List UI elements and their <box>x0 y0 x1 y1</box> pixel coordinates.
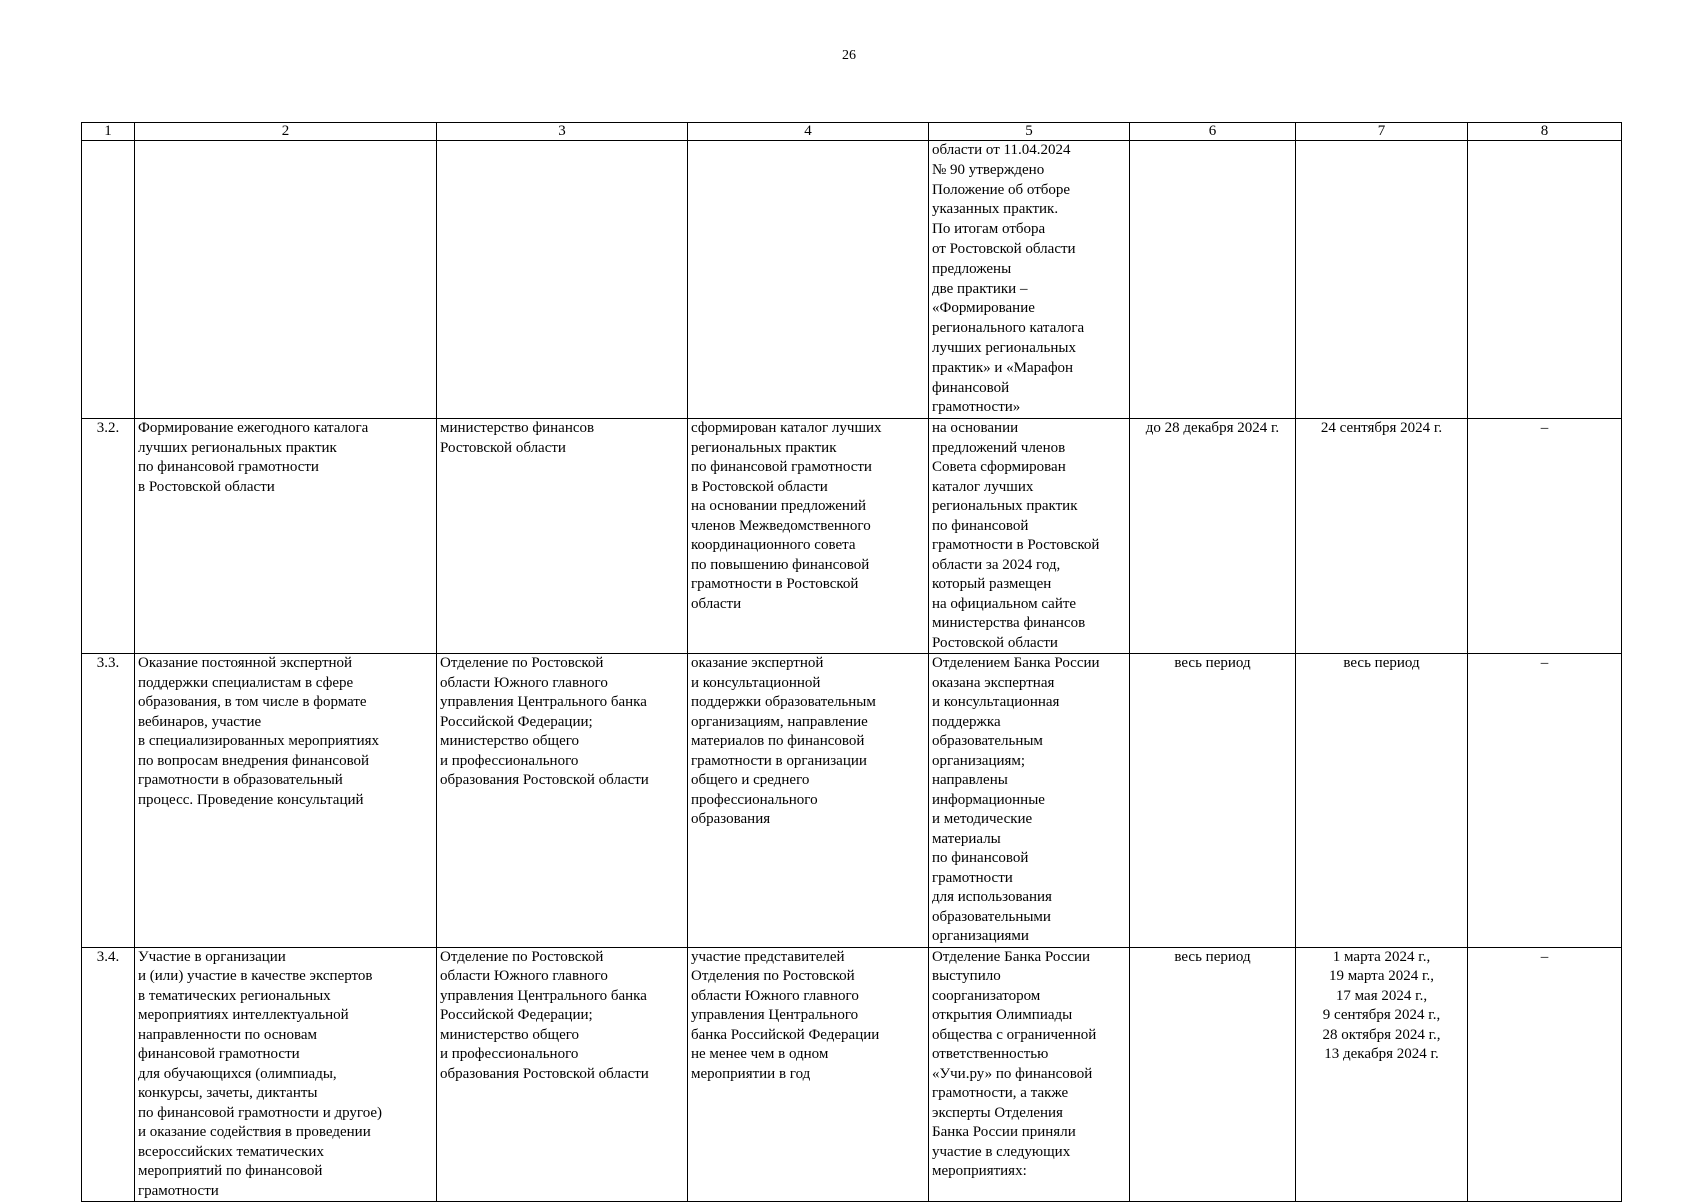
cell-text-line: области за 2024 год, <box>932 556 1061 573</box>
cell-text-line: не менее чем в одном <box>691 1046 829 1063</box>
cell-text-line: области Южного главного <box>691 987 859 1004</box>
cell-text-line: оказание экспертной <box>691 655 824 672</box>
cell-text-line: № 90 утверждено <box>932 161 1045 178</box>
cell-text-line: 24 сентября 2024 г. <box>1320 420 1443 437</box>
cell-text-line: области <box>691 595 742 612</box>
actual-result-cell <box>929 419 1130 654</box>
table-row <box>82 419 1622 654</box>
actual-date-cell <box>1296 654 1468 948</box>
cell-text-line: участие представителей <box>691 948 845 965</box>
responsible-cell <box>437 141 688 419</box>
cell-text-line: финансовой грамотности <box>138 1046 300 1063</box>
note-cell: – <box>1468 654 1622 948</box>
cell-text-line: организациям; <box>932 752 1026 769</box>
cell-text-line: процесс. Проведение консультаций <box>138 791 364 808</box>
cell-text-line: министерство общего <box>440 1026 580 1043</box>
column-header: 1 <box>82 123 135 141</box>
cell-text-line: на официальном сайте <box>932 595 1077 612</box>
cell-text-line: Отделение Банка России <box>932 948 1091 965</box>
cell-text-line: и методические <box>932 811 1033 828</box>
cell-text-line: вебинаров, участие <box>138 713 262 730</box>
cell-text-line: образовательными <box>932 908 1051 925</box>
cell-text-line: координационного совета <box>691 537 856 554</box>
column-header: 4 <box>688 123 929 141</box>
cell-text-line: грамотности, а также <box>932 1085 1069 1102</box>
cell-text-line: направленности по основам <box>138 1026 317 1043</box>
cell-text-line: грамотности в Ростовской <box>932 537 1100 554</box>
cell-text-line: весь период <box>1343 655 1420 672</box>
table-row <box>82 654 1622 948</box>
cell-text-line: на основании <box>932 420 1019 437</box>
cell-text-line: предложены <box>932 260 1012 277</box>
cell-text-line: образования, в том числе в формате <box>138 694 367 711</box>
cell-text-line: организациям, направление <box>691 713 868 730</box>
cell-text-line: банка Российской Федерации <box>691 1026 880 1043</box>
cell-text-line: министерство финансов <box>440 420 595 437</box>
cell-text-line: эксперты Отделения <box>932 1104 1063 1121</box>
cell-text-line: сформирован каталог лучших <box>691 420 882 437</box>
cell-text-line: образования <box>691 811 771 828</box>
cell-text-line: региональных практик <box>932 498 1078 515</box>
item-number-cell: 3.3. <box>82 654 135 948</box>
cell-text-line: управления Центрального банка <box>440 987 647 1004</box>
expected-result-cell <box>688 141 929 419</box>
actual-result-cell <box>929 141 1130 419</box>
cell-text-line: лучших региональных практик <box>138 439 337 456</box>
cell-text-line: весь период <box>1174 655 1251 672</box>
cell-text-line: соорганизатором <box>932 987 1041 1004</box>
cell-text-line: и консультационной <box>691 674 821 691</box>
cell-text-line: по финансовой <box>932 517 1029 534</box>
responsible-cell <box>437 947 688 1202</box>
responsible-cell <box>437 654 688 948</box>
cell-text-line: регионального каталога <box>932 320 1085 337</box>
cell-text-line: поддержки специалистам в сфере <box>138 674 354 691</box>
cell-text-line: 28 октября 2024 г., <box>1322 1026 1441 1043</box>
cell-text-line: 13 декабря 2024 г. <box>1324 1046 1439 1063</box>
cell-text-line: оказана экспертная <box>932 674 1055 691</box>
note-cell <box>1468 141 1622 419</box>
note-cell: – <box>1468 419 1622 654</box>
cell-text-line: предложений членов <box>932 439 1066 456</box>
cell-text-line: Совета сформирован <box>932 459 1066 476</box>
cell-text-line: грамотности <box>932 869 1013 886</box>
cell-text-line: 17 мая 2024 г., <box>1335 987 1428 1004</box>
cell-text-line: в Ростовской области <box>691 478 828 495</box>
measure-cell <box>135 654 437 948</box>
measure-cell <box>135 419 437 654</box>
column-header: 2 <box>135 123 437 141</box>
cell-text-line: поддержка <box>932 713 1001 730</box>
cell-text-line: мероприятии в год <box>691 1065 811 1082</box>
cell-text-line: грамотности в Ростовской <box>691 576 859 593</box>
cell-text-line: по повышению финансовой <box>691 556 870 573</box>
column-header: 6 <box>1130 123 1296 141</box>
cell-text-line: образовательным <box>932 733 1043 750</box>
cell-text-line: в Ростовской области <box>138 478 275 495</box>
cell-text-line: организациями <box>932 928 1029 945</box>
cell-text-line: мероприятиях интеллектуальной <box>138 1007 349 1024</box>
cell-text-line: финансовой <box>932 379 1010 396</box>
cell-text-line: от Ростовской области <box>932 240 1076 257</box>
cell-text-line: общего и среднего <box>691 772 810 789</box>
cell-text-line: лучших региональных <box>932 339 1076 356</box>
cell-text-line: и профессионального <box>440 752 579 769</box>
cell-text-line: материалов по финансовой <box>691 733 865 750</box>
cell-text-line: области Южного главного <box>440 674 608 691</box>
actual-result-cell <box>929 654 1130 948</box>
cell-text-line: 1 марта 2024 г., <box>1332 948 1431 965</box>
expected-result-cell <box>688 654 929 948</box>
actual-date-cell <box>1296 419 1468 654</box>
cell-text-line: для обучающихся (олимпиады, <box>138 1065 337 1082</box>
cell-text-line: до 28 декабря 2024 г. <box>1145 420 1280 437</box>
planned-date-cell <box>1130 947 1296 1202</box>
cell-text-line: По итогам отбора <box>932 221 1046 238</box>
table-row <box>82 141 1622 419</box>
cell-text-line: мероприятиях: <box>932 1163 1027 1180</box>
cell-text-line: две практики – <box>932 280 1028 297</box>
item-number-cell <box>82 141 135 419</box>
cell-text-line: Отделение по Ростовской <box>440 948 604 965</box>
item-number-cell: 3.4. <box>82 947 135 1202</box>
table-row <box>82 947 1622 1202</box>
cell-text-line: 9 сентября 2024 г., <box>1322 1007 1441 1024</box>
cell-text-line: открытия Олимпиады <box>932 1007 1073 1024</box>
cell-text-line: министерство общего <box>440 733 580 750</box>
cell-text-line: Российской Федерации; <box>440 1007 593 1024</box>
actual-date-cell <box>1296 947 1468 1202</box>
cell-text-line: по финансовой грамотности и другое) <box>138 1104 383 1121</box>
cell-text-line: Оказание постоянной экспертной <box>138 655 353 672</box>
planned-date-cell <box>1130 419 1296 654</box>
cell-text-line: указанных практик. <box>932 201 1059 218</box>
cell-text-line: образования Ростовской области <box>440 772 649 789</box>
cell-text-line: управления Центрального <box>691 1007 859 1024</box>
cell-text-line: Ростовской области <box>440 439 566 456</box>
cell-text-line: весь период <box>1174 948 1251 965</box>
planned-date-cell <box>1130 141 1296 419</box>
cell-text-line: который размещен <box>932 576 1052 593</box>
cell-text-line: Положение об отборе <box>932 181 1071 198</box>
cell-text-line: направлены <box>932 772 1008 789</box>
page-number: 26 <box>842 48 856 63</box>
cell-text-line: поддержки образовательным <box>691 694 876 711</box>
cell-text-line: образования Ростовской области <box>440 1065 649 1082</box>
column-header: 3 <box>437 123 688 141</box>
column-header: 5 <box>929 123 1130 141</box>
cell-text-line: региональных практик <box>691 439 837 456</box>
cell-text-line: в тематических региональных <box>138 987 331 1004</box>
cell-text-line: каталог лучших <box>932 478 1034 495</box>
cell-text-line: информационные <box>932 791 1045 808</box>
cell-text-line: области Южного главного <box>440 968 608 985</box>
cell-text-line: Формирование ежегодного каталога <box>138 420 369 437</box>
cell-text-line: практик» и «Марафон <box>932 359 1074 376</box>
measure-cell <box>135 141 437 419</box>
note-cell: – <box>1468 947 1622 1202</box>
cell-text-line: Отделение по Ростовской <box>440 655 604 672</box>
cell-text-line: мероприятий по финансовой <box>138 1163 323 1180</box>
cell-text-line: участие в следующих <box>932 1143 1071 1160</box>
cell-text-line: выступило <box>932 968 1001 985</box>
cell-text-line: грамотности <box>138 1182 219 1199</box>
cell-text-line: 19 марта 2024 г., <box>1329 968 1434 985</box>
item-number-cell: 3.2. <box>82 419 135 654</box>
cell-text-line: всероссийских тематических <box>138 1143 324 1160</box>
expected-result-cell <box>688 419 929 654</box>
cell-text-line: и (или) участие в качестве экспертов <box>138 968 373 985</box>
measures-table <box>81 122 1622 1202</box>
responsible-cell <box>437 419 688 654</box>
cell-text-line: «Формирование <box>932 300 1035 317</box>
cell-text-line: грамотности в организации <box>691 752 867 769</box>
measure-cell <box>135 947 437 1202</box>
cell-text-line: Отделения по Ростовской <box>691 968 855 985</box>
cell-text-line: по финансовой грамотности <box>138 459 319 476</box>
cell-text-line: управления Центрального банка <box>440 694 647 711</box>
cell-text-line: членов Межведомственного <box>691 517 871 534</box>
cell-text-line: Банка России приняли <box>932 1124 1076 1141</box>
cell-text-line: конкурсы, зачеты, диктанты <box>138 1085 318 1102</box>
expected-result-cell <box>688 947 929 1202</box>
cell-text-line: и оказание содействия в проведении <box>138 1124 371 1141</box>
actual-date-cell <box>1296 141 1468 419</box>
cell-text-line: на основании предложений <box>691 498 867 515</box>
cell-text-line: области от 11.04.2024 <box>932 142 1071 158</box>
cell-text-line: ответственностью <box>932 1046 1049 1063</box>
column-header: 8 <box>1468 123 1622 141</box>
cell-text-line: общества с ограниченной <box>932 1026 1097 1043</box>
cell-text-line: Ростовской области <box>932 634 1058 651</box>
actual-result-cell <box>929 947 1130 1202</box>
column-header: 7 <box>1296 123 1468 141</box>
cell-text-line: Российской Федерации; <box>440 713 593 730</box>
cell-text-line: грамотности в образовательный <box>138 772 343 789</box>
cell-text-line: грамотности» <box>932 399 1021 416</box>
cell-text-line: профессионального <box>691 791 818 808</box>
cell-text-line: материалы <box>932 830 1001 847</box>
cell-text-line: «Учи.ру» по финансовой <box>932 1065 1093 1082</box>
cell-text-line: и консультационная <box>932 694 1060 711</box>
cell-text-line: в специализированных мероприятиях <box>138 733 379 750</box>
cell-text-line: Отделением Банка России <box>932 655 1100 672</box>
column-number-row <box>82 123 1622 141</box>
cell-text-line: по вопросам внедрения финансовой <box>138 752 370 769</box>
cell-text-line: для использования <box>932 889 1052 906</box>
cell-text-line: министерства финансов <box>932 615 1086 632</box>
cell-text-line: Участие в организации <box>138 948 286 965</box>
cell-text-line: по финансовой <box>932 850 1029 867</box>
cell-text-line: и профессионального <box>440 1046 579 1063</box>
cell-text-line: по финансовой грамотности <box>691 459 872 476</box>
planned-date-cell <box>1130 654 1296 948</box>
